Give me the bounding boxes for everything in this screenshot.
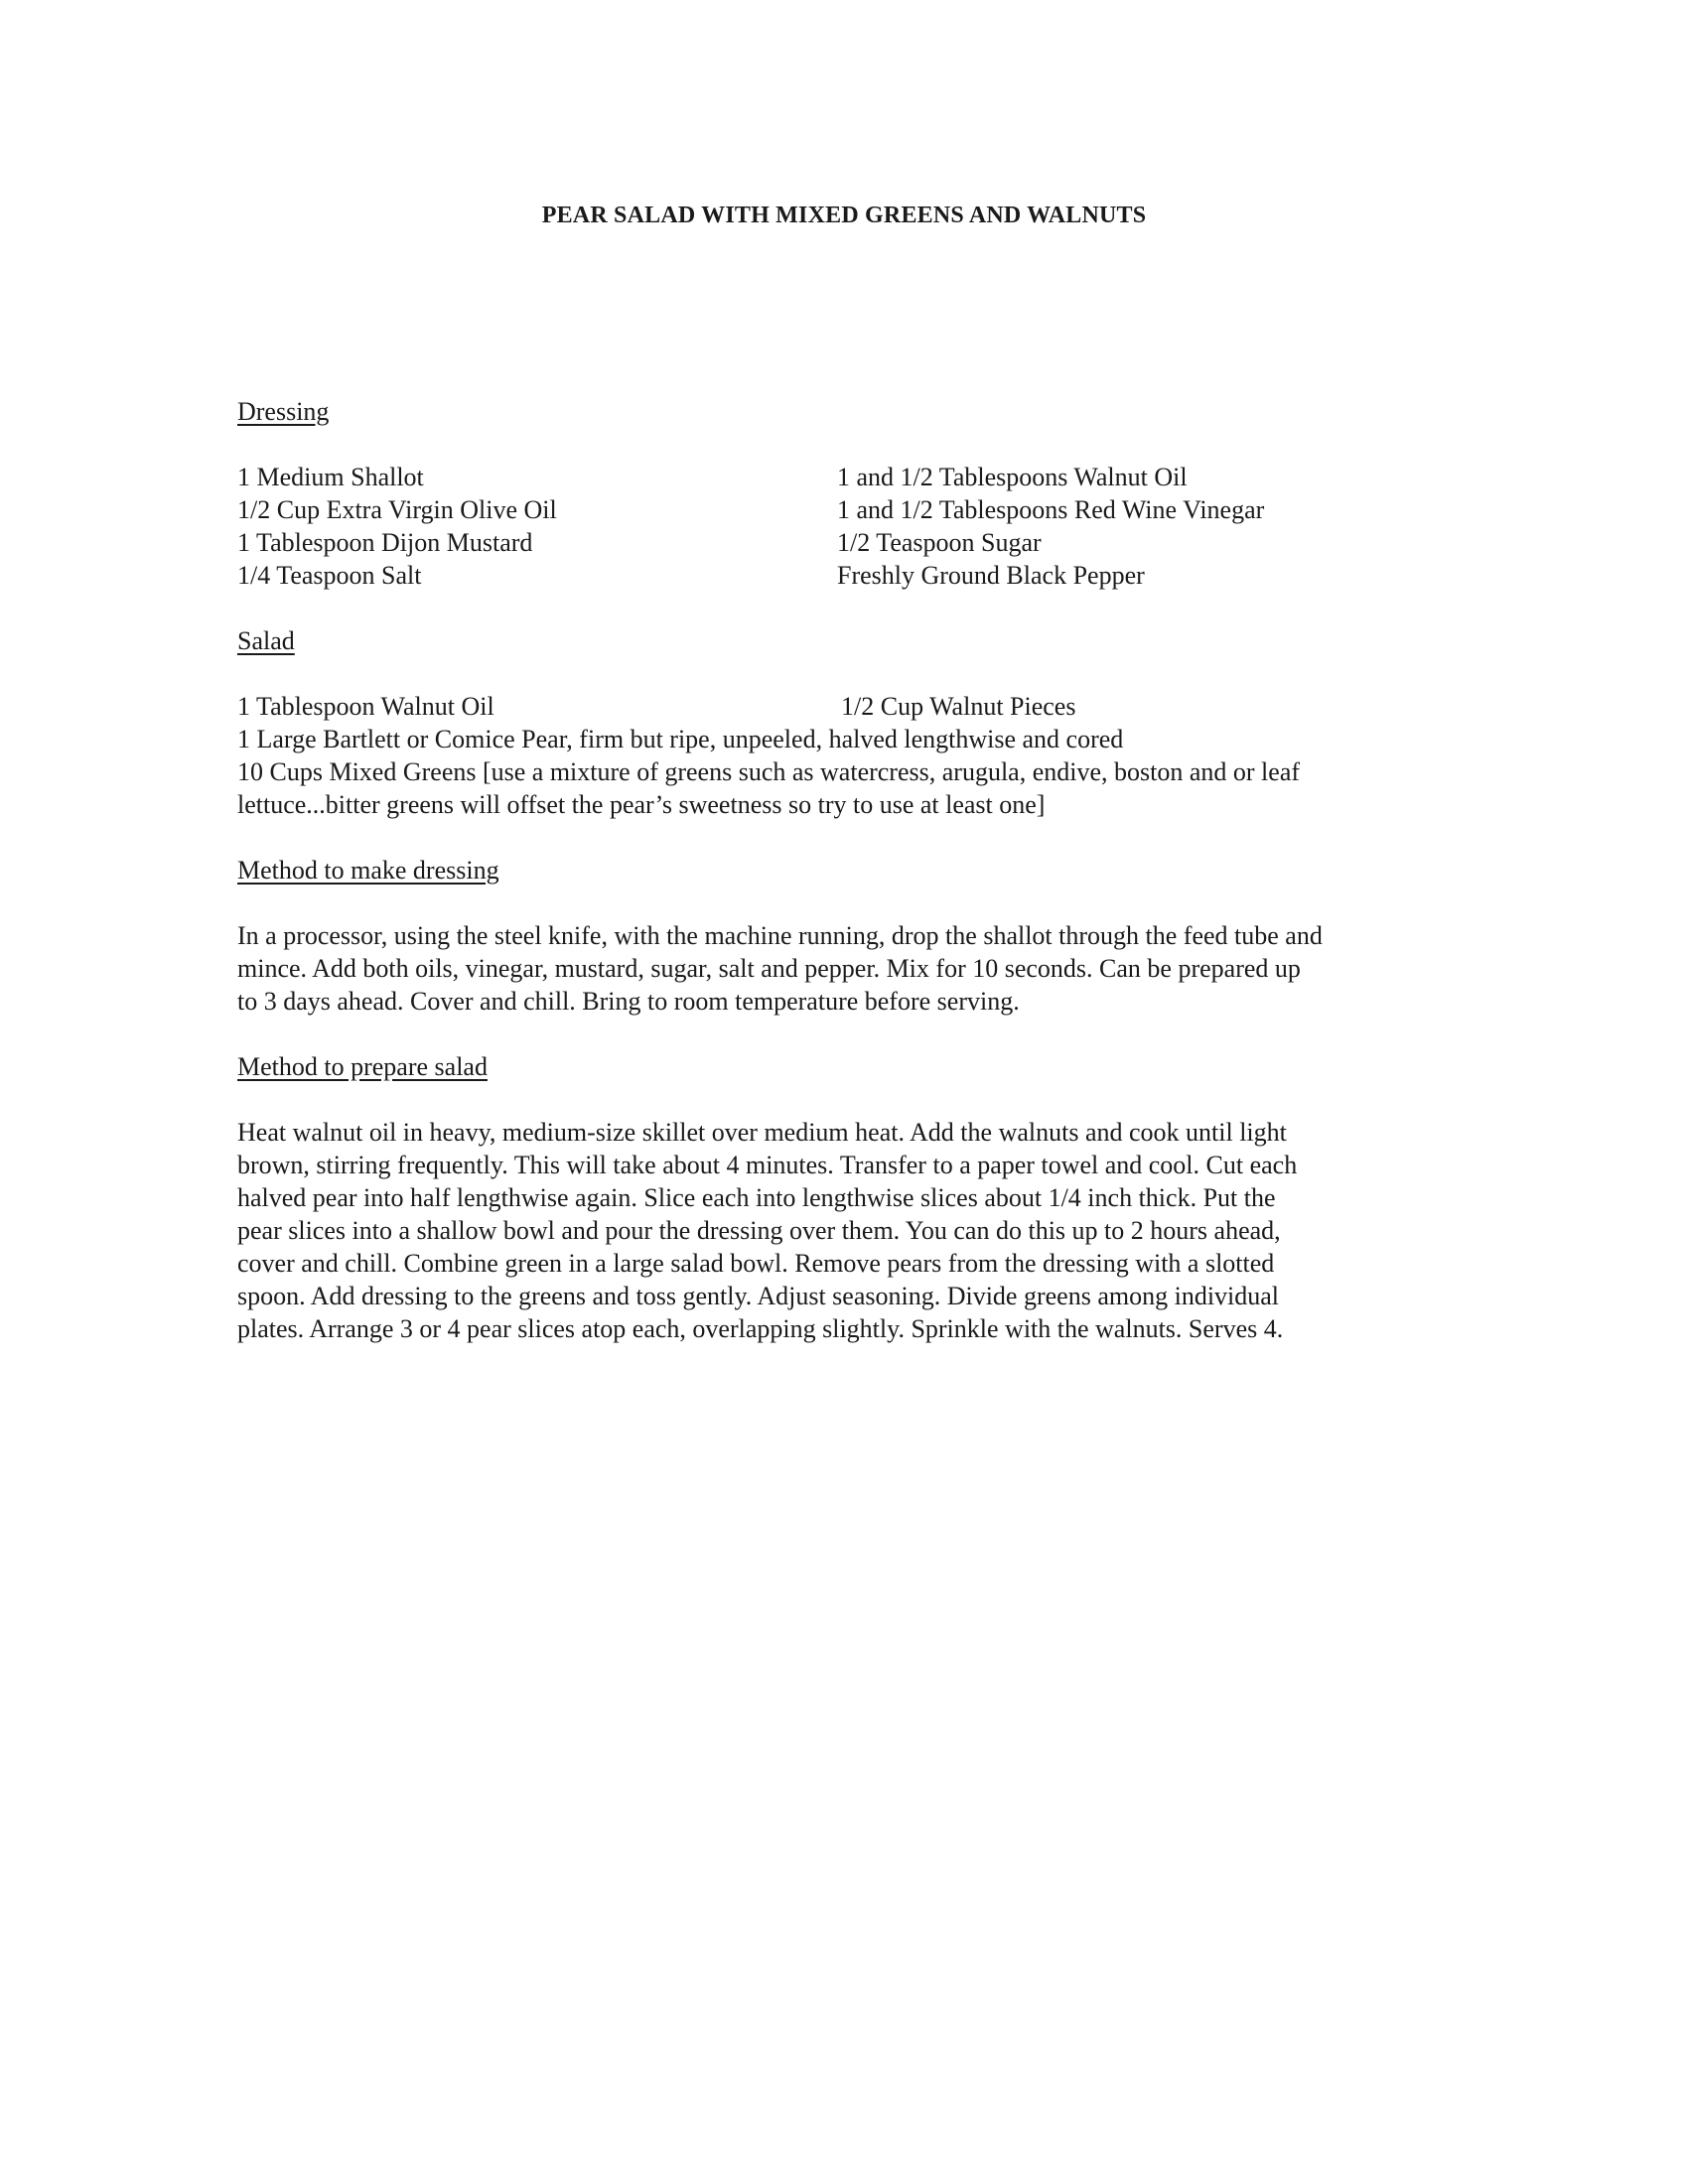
paragraph-line: to 3 days ahead. Cover and chill. Bring to room temperature before serving. [237, 987, 1020, 1016]
ingredient-item: 1/2 Cup Walnut Pieces [841, 692, 1076, 721]
ingredient-item: 1 Tablespoon Dijon Mustard [237, 528, 533, 557]
ingredient-item: 1 Medium Shallot [237, 463, 424, 491]
ingredient-item: 1 Large Bartlett or Comice Pear, firm but ripe, unpeeled, halved lengthwise and cored [237, 725, 1124, 753]
ingredient-item: Freshly Ground Black Pepper [837, 561, 1145, 590]
paragraph-line: In a processor, using the steel knife, with the machine running, drop the shallot through the feed tube and [237, 921, 1323, 950]
ingredient-item: 1 Tablespoon Walnut Oil [237, 692, 494, 721]
spacer [237, 821, 1449, 854]
recipe-content [237, 395, 1449, 1345]
ingredient-item: 1 and 1/2 Tablespoons Red Wine Vinegar [837, 495, 1265, 524]
ingredient-item: 10 Cups Mixed Greens [use a mixture of greens such as watercress, arugula, endive, boston and or leaf [237, 757, 1301, 786]
paragraph-line: cover and chill. Combine green in a large salad bowl. Remove pears from the dressing with a slotted [237, 1249, 1275, 1278]
spacer [237, 657, 1449, 690]
dressing-heading: Dressing [237, 397, 330, 426]
paragraph-line: halved pear into half lengthwise again. Slice each into lengthwise slices about 1/4 inch thick. Put the [237, 1183, 1276, 1212]
spacer [237, 887, 1449, 919]
paragraph-line: mince. Add both oils, vinegar, mustard, sugar, salt and pepper. Mix for 10 seconds. Can be prepared up [237, 954, 1301, 983]
spacer [237, 1018, 1449, 1050]
ingredient-item: 1/2 Cup Extra Virgin Olive Oil [237, 495, 557, 524]
recipe-title: PEAR SALAD WITH MIXED GREENS AND WALNUTS [541, 203, 1147, 228]
dressing-ingredients [237, 461, 1449, 592]
method-salad-paragraph [237, 1116, 1439, 1345]
salad-heading: Salad [237, 626, 295, 655]
ingredient-item: 1/4 Teaspoon Salt [237, 561, 422, 590]
paragraph-line: spoon. Add dressing to the greens and toss gently. Adjust seasoning. Divide greens among individual [237, 1282, 1280, 1310]
spacer [237, 1083, 1449, 1116]
spacer [237, 592, 1449, 624]
salad-ingredient-row [237, 690, 1449, 723]
paragraph-line: pear slices into a shallow bowl and pour the dressing over them. You can do this up to 2 hours ahead, [237, 1216, 1281, 1245]
ingredient-item: 1/2 Teaspoon Sugar [837, 528, 1042, 557]
method-dressing-heading: Method to make dressing [237, 856, 499, 885]
method-salad-heading: Method to prepare salad [237, 1052, 488, 1081]
paragraph-line: brown, stirring frequently. This will take about 4 minutes. Transfer to a paper towel and cool. Cut each [237, 1151, 1298, 1179]
method-dressing-paragraph [237, 919, 1439, 1018]
ingredient-item: lettuce...bitter greens will offset the pear’s sweetness so try to use at least one] [237, 790, 1046, 819]
ingredient-item: 1 and 1/2 Tablespoons Walnut Oil [837, 463, 1188, 491]
dressing-left-column [237, 461, 837, 592]
paragraph-line: plates. Arrange 3 or 4 pear slices atop each, overlapping slightly. Sprinkle with the walnuts. Serves 4. [237, 1314, 1284, 1343]
dressing-right-column [837, 461, 1449, 592]
paragraph-line: Heat walnut oil in heavy, medium-size skillet over medium heat. Add the walnuts and cook until light [237, 1118, 1287, 1147]
spacer [237, 428, 1449, 461]
